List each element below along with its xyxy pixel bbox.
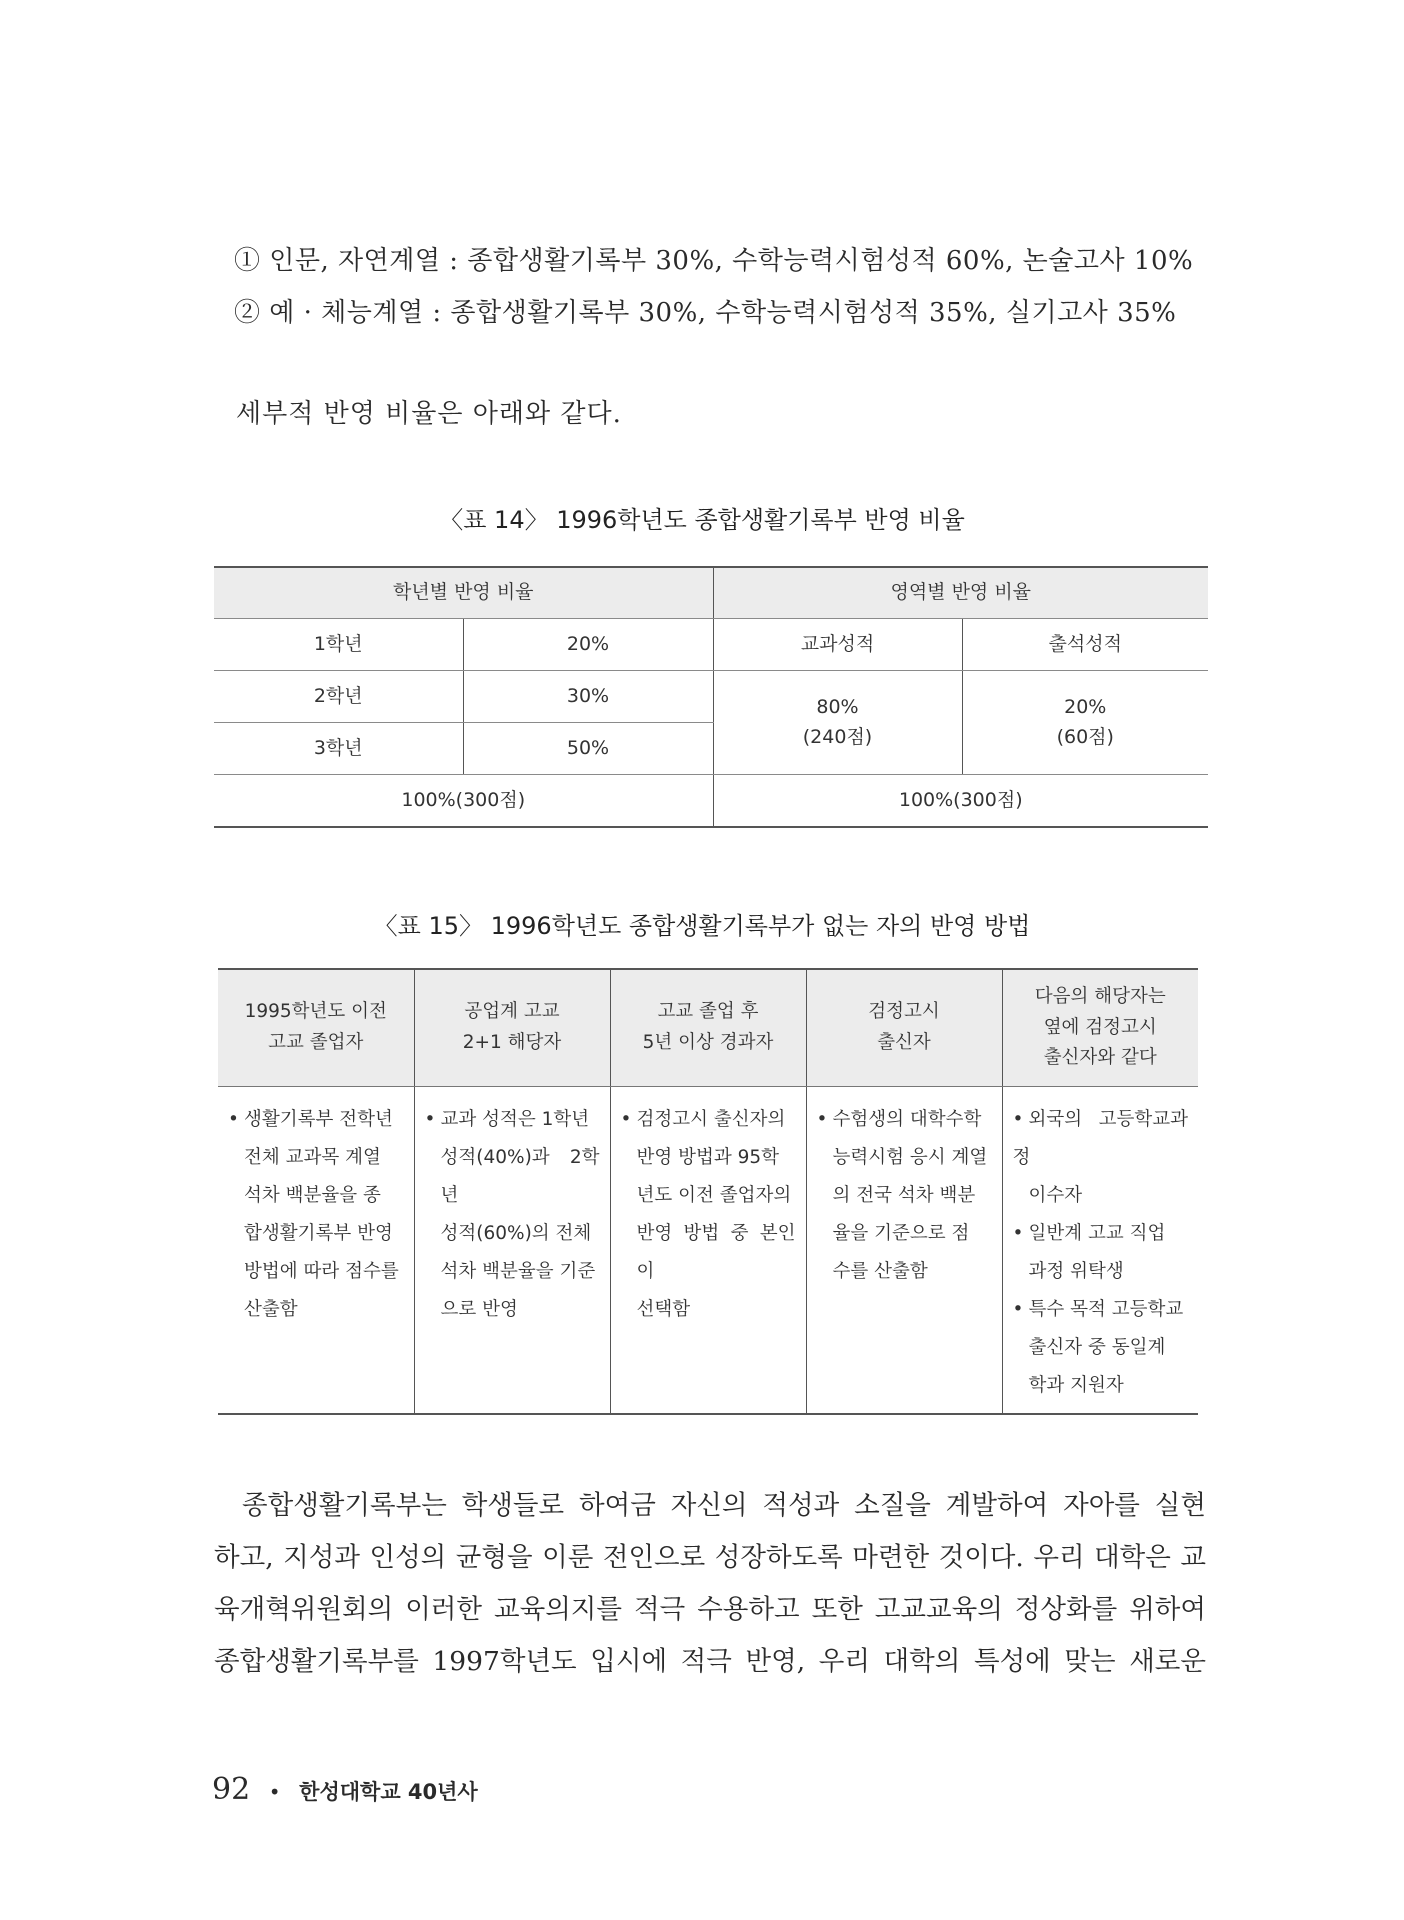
table15-caption: 〈표 15〉 1996학년도 종합생활기록부가 없는 자의 반영 방법 — [373, 912, 1031, 940]
t15-cell-3 — [806, 1087, 1002, 1415]
t15-cell-line — [425, 1291, 600, 1329]
t15-header-line: 고교 졸업 후 — [657, 1001, 759, 1023]
t15-cell-text: 외국의 고등학교과정 — [1012, 1109, 1188, 1168]
t15-cell-text: 이수자 — [1028, 1185, 1083, 1206]
t15-cell-text: 산출함 — [244, 1299, 298, 1320]
t15-cell-0 — [218, 1087, 414, 1415]
t15-cell-text: 과정 위탁생 — [1028, 1261, 1124, 1282]
t15-header-line: 고교 졸업자 — [268, 1032, 364, 1053]
t15-header-line: 옆에 검정고시 — [1043, 1016, 1157, 1038]
list-item — [1013, 1101, 1189, 1215]
t15-cell-line — [228, 1291, 404, 1329]
bullet-mark: • — [1012, 1299, 1024, 1320]
t14-subjects-pts: (240점) — [802, 725, 873, 748]
t15-header-0 — [218, 969, 414, 1087]
t15-cell-text: 성적(60%)의 전체 — [440, 1223, 592, 1244]
table-row — [218, 969, 1198, 1087]
t15-cell-text: 반영 방법 중 본인이 — [636, 1223, 796, 1282]
t15-header-line: 5년 이상 경과자 — [642, 1032, 774, 1053]
t15-header-line: 2+1 해당자 — [462, 1032, 562, 1053]
intro-text: 세부적 반영 비율은 아래와 같다. — [236, 399, 622, 429]
paragraph-line: 육개혁위원회의 이러한 교육의지를 적극 수용하고 또한 고교교육의 정상화를 위하여 — [214, 1594, 1206, 1625]
paragraph-line: 종합생활기록부를 1997학년도 입시에 적극 반영, 우리 대학의 특성에 맞는 새로운 — [214, 1646, 1206, 1677]
t15-cell-line — [817, 1139, 992, 1177]
t15-cell-line — [817, 1177, 992, 1215]
t15-cell-line — [425, 1215, 600, 1253]
t15-header-line: 1995학년도 이전 — [244, 1001, 387, 1023]
t15-cell-text: 수험생의 대학수학 — [832, 1109, 982, 1130]
t15-cell-line — [228, 1253, 404, 1291]
t15-cell-line — [228, 1139, 404, 1177]
table-row — [214, 775, 1208, 828]
bullet-mark: • — [228, 1109, 239, 1130]
t15-cell-text: 율을 기준으로 점 — [832, 1223, 970, 1244]
t14-grade: 3학년 — [214, 723, 463, 775]
t15-cell-line — [228, 1101, 404, 1139]
t15-cell-text: 일반계 고교 직업 — [1028, 1223, 1166, 1244]
t15-cell-2 — [610, 1087, 806, 1415]
bullet-mark: • — [424, 1109, 436, 1130]
t15-header-1 — [414, 969, 610, 1087]
footer-bullet: • — [268, 1779, 281, 1804]
bullet-mark: • — [1012, 1109, 1024, 1130]
t15-cell-text: 능력시험 응시 계열 — [832, 1147, 988, 1168]
paragraph-line: 종합생활기록부는 학생들로 하여금 자신의 적성과 소질을 계발하여 자아를 실현 — [242, 1490, 1206, 1521]
t15-cell-line — [621, 1177, 796, 1215]
t15-cell-text: 선택함 — [636, 1299, 691, 1320]
t14-area-subjects-value — [713, 671, 962, 775]
t15-cell-1 — [414, 1087, 610, 1415]
t15-cell-line — [1013, 1329, 1189, 1367]
t14-ratio: 30% — [463, 671, 713, 723]
t15-cell-text: 출신자 중 동일계 — [1028, 1337, 1166, 1358]
t15-header-4 — [1002, 969, 1198, 1087]
page-footer — [212, 1772, 478, 1807]
t15-cell-text: 생활기록부 전학년 — [244, 1109, 393, 1130]
t15-cell-text: 석차 백분율을 종 — [244, 1185, 381, 1206]
t15-cell-line — [425, 1253, 600, 1291]
t15-cell-line — [228, 1177, 404, 1215]
book-title: 한성대학교 40년사 — [299, 1780, 478, 1804]
bullet-mark: • — [1012, 1223, 1024, 1244]
t15-header-3 — [806, 969, 1002, 1087]
t15-cell-line — [621, 1101, 796, 1139]
t15-header-line: 검정고시 — [868, 1001, 940, 1023]
table14-caption: 〈표 14〉 1996학년도 종합생활기록부 반영 비율 — [439, 506, 965, 534]
t15-cell-line — [1013, 1367, 1189, 1405]
t15-cell-4 — [1002, 1087, 1198, 1415]
t15-cell-line — [621, 1215, 796, 1291]
t15-header-2 — [610, 969, 806, 1087]
criteria-line-arts: ② 예 · 체능계열 : 종합생활기록부 30%, 수학능력시험성적 35%, 실기고사 35% — [234, 298, 1177, 328]
t15-cell-line — [1013, 1291, 1189, 1329]
t15-header-line: 출신자와 같다 — [1043, 1047, 1157, 1069]
t15-cell-line — [228, 1215, 404, 1253]
t14-area-header-subjects: 교과성적 — [713, 619, 962, 671]
t15-cell-line — [817, 1101, 992, 1139]
list-item — [1013, 1291, 1189, 1405]
t15-cell-text: 년도 이전 졸업자의 — [636, 1185, 792, 1206]
t15-cell-line — [817, 1253, 992, 1291]
table-row — [214, 619, 1208, 671]
t15-cell-text: 으로 반영 — [440, 1299, 518, 1320]
t14-ratio: 50% — [463, 723, 713, 775]
list-item — [425, 1101, 600, 1329]
body-paragraph — [214, 1480, 1206, 1688]
t14-attendance-pts: (60점) — [1056, 725, 1114, 748]
t15-cell-text: 방법에 따라 점수를 — [244, 1261, 399, 1282]
t14-area-header-attendance: 출석성적 — [962, 619, 1208, 671]
t15-header-line: 공업계 고교 — [464, 1001, 560, 1023]
t14-total-right: 100%(300점) — [713, 775, 1208, 828]
t15-cell-text: 교과 성적은 1학년 — [440, 1109, 590, 1130]
t14-subjects-pct: 80% — [816, 696, 859, 719]
bullet-mark: • — [816, 1109, 828, 1130]
t15-cell-line — [1013, 1177, 1189, 1215]
t15-cell-line — [425, 1139, 600, 1215]
t15-cell-line — [425, 1101, 600, 1139]
criteria-line-humanities: ① 인문, 자연계열 : 종합생활기록부 30%, 수학능력시험성적 60%, 논술고사 10% — [234, 246, 1194, 276]
list-item — [817, 1101, 992, 1291]
paragraph-line: 하고, 지성과 인성의 균형을 이룬 전인으로 성장하도록 마련한 것이다. 우리 대학은 교 — [214, 1542, 1206, 1573]
t14-header-grade-ratio: 학년별 반영 비율 — [214, 567, 713, 619]
t15-cell-line — [621, 1291, 796, 1329]
t15-cell-text: 의 전국 석차 백분 — [832, 1185, 976, 1206]
t14-ratio: 20% — [463, 619, 713, 671]
bullet-mark: • — [620, 1109, 632, 1130]
t15-cell-line — [621, 1139, 796, 1177]
t15-cell-text: 학과 지원자 — [1028, 1375, 1124, 1396]
t15-cell-line — [817, 1215, 992, 1253]
t14-area-attendance-value — [962, 671, 1208, 775]
t15-cell-text: 검정고시 출신자의 — [636, 1109, 786, 1130]
table-row — [218, 1087, 1198, 1415]
t14-grade: 2학년 — [214, 671, 463, 723]
list-item — [228, 1101, 404, 1329]
t14-total-left: 100%(300점) — [214, 775, 713, 828]
t15-cell-text: 성적(40%)과 2학년 — [440, 1147, 600, 1206]
t14-attendance-pct: 20% — [1064, 696, 1107, 719]
t15-header-line: 출신자 — [877, 1032, 931, 1053]
t15-header-line: 다음의 해당자는 — [1034, 986, 1166, 1008]
page-number: 92 — [212, 1772, 251, 1807]
list-item — [621, 1101, 796, 1329]
table14 — [214, 566, 1208, 828]
t15-cell-text: 수를 산출함 — [832, 1261, 928, 1282]
t15-cell-text: 특수 목적 고등학교 — [1028, 1299, 1184, 1320]
t15-cell-text: 석차 백분율을 기준 — [440, 1261, 596, 1282]
t14-header-area-ratio: 영역별 반영 비율 — [713, 567, 1208, 619]
t15-cell-text: 합생활기록부 반영 — [244, 1223, 393, 1244]
t15-cell-line — [1013, 1215, 1189, 1253]
t15-cell-text: 전체 교과목 계열 — [244, 1147, 381, 1168]
table15 — [218, 968, 1198, 1415]
table-row — [214, 671, 1208, 723]
t15-cell-text: 반영 방법과 95학 — [636, 1147, 780, 1168]
t15-cell-line — [1013, 1101, 1189, 1177]
t15-cell-line — [1013, 1253, 1189, 1291]
t14-grade: 1학년 — [214, 619, 463, 671]
list-item — [1013, 1215, 1189, 1291]
